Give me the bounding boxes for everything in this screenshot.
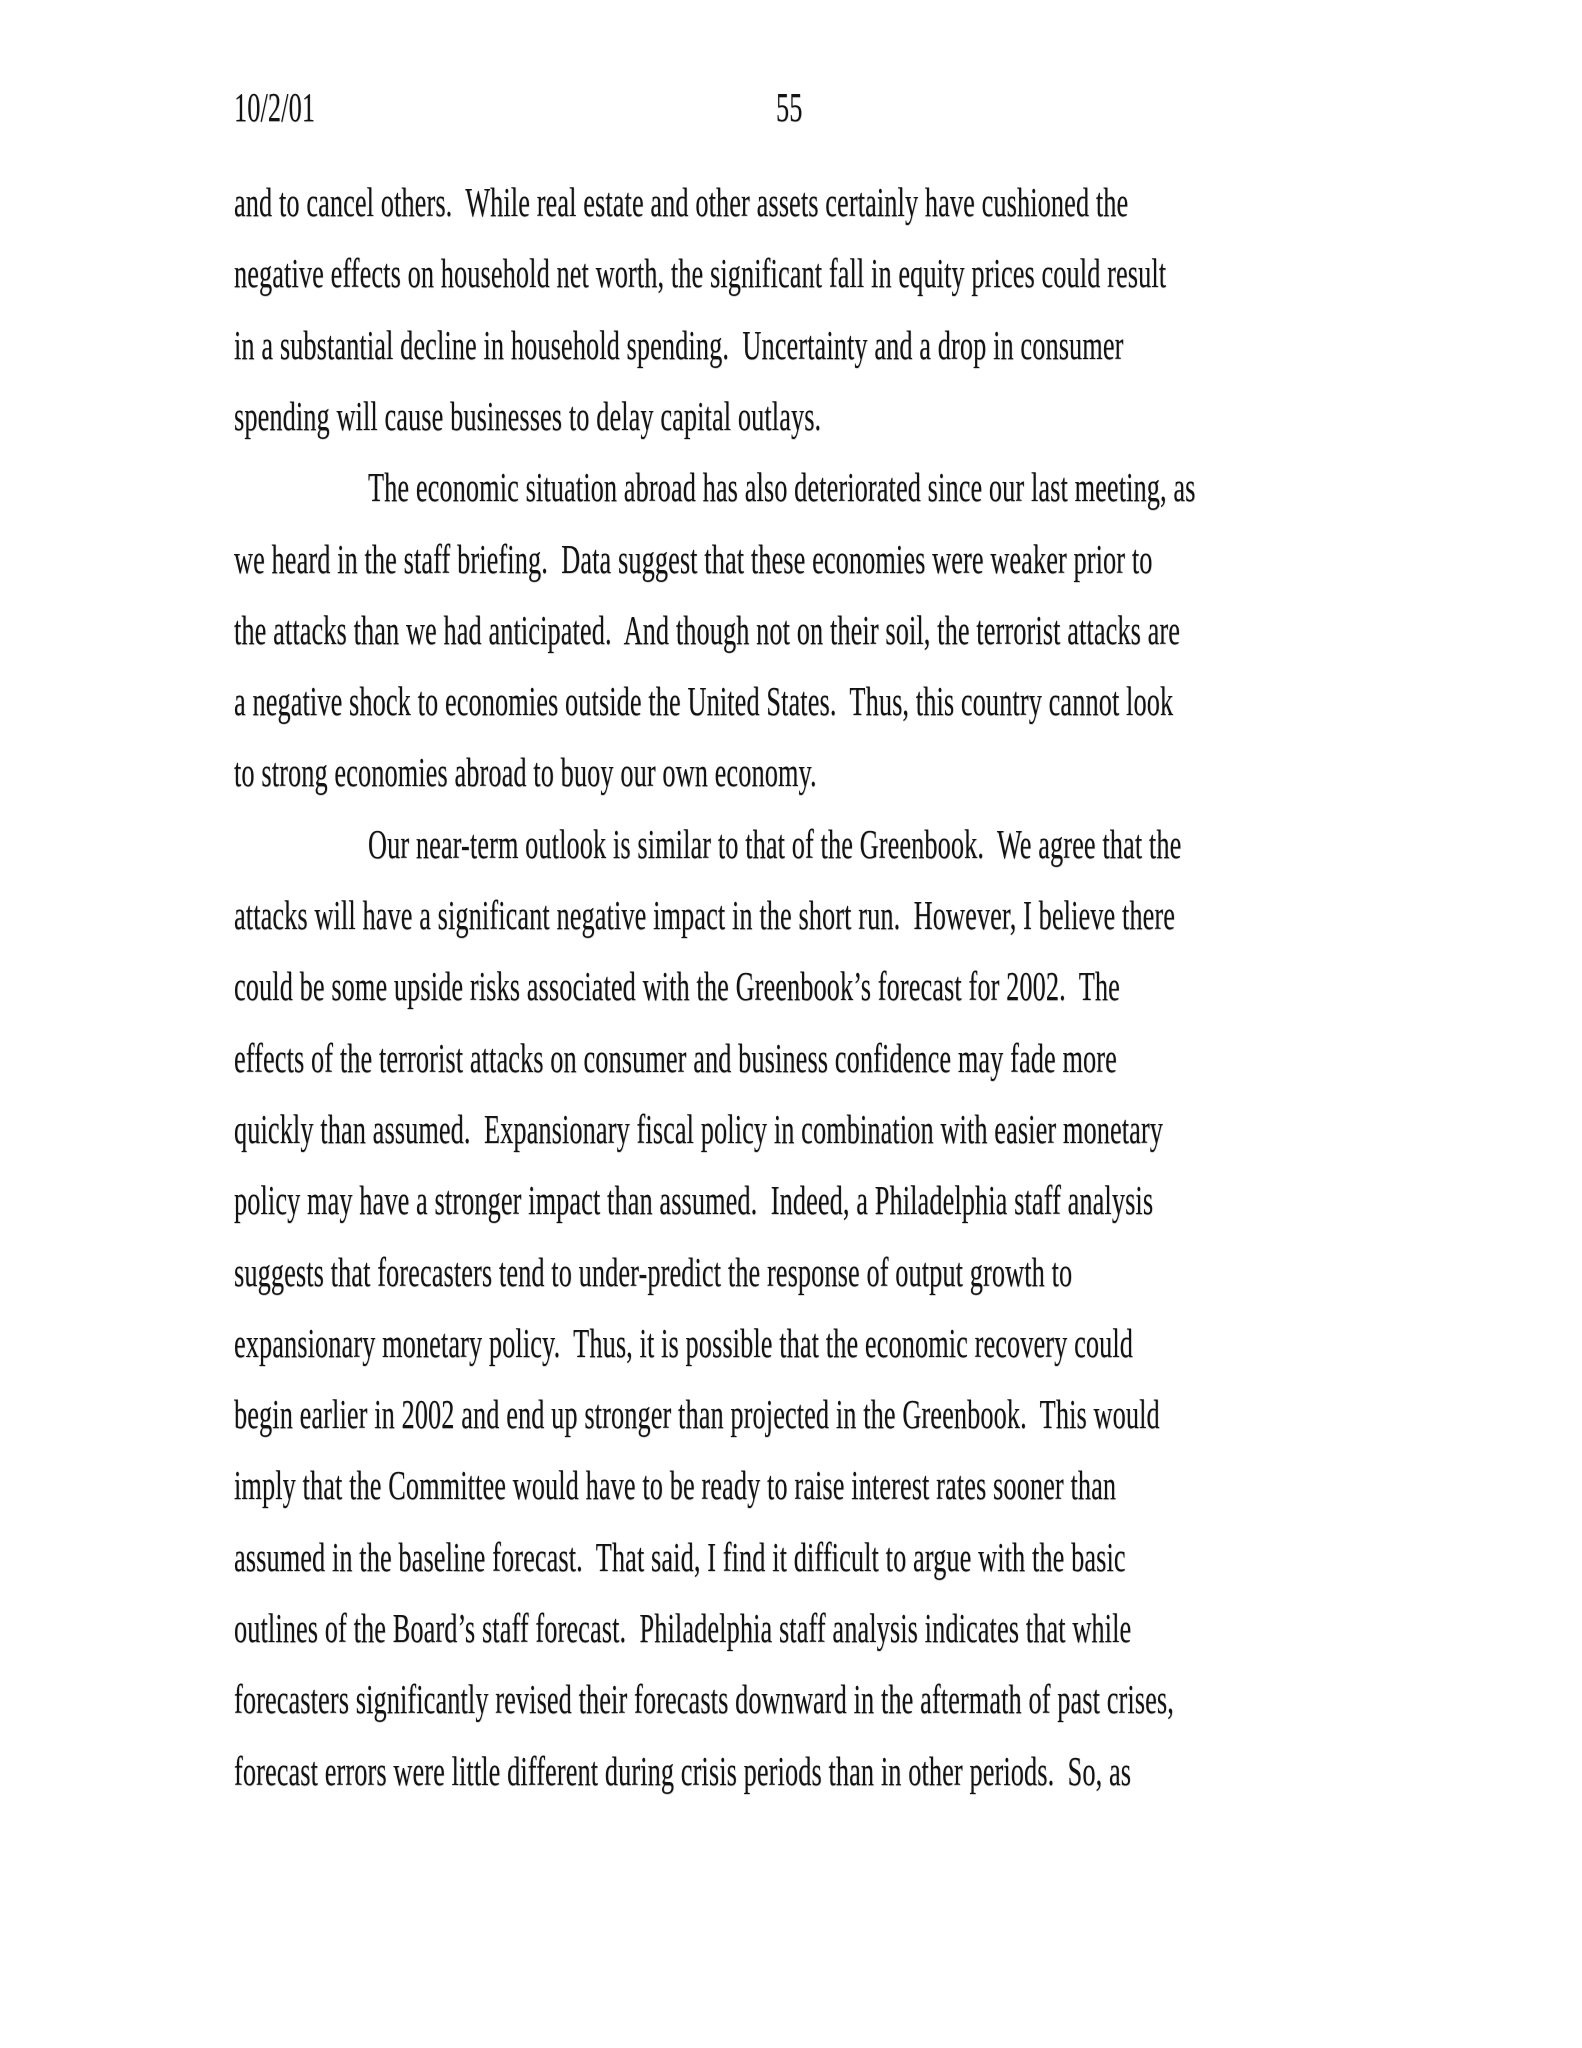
text-line: forecast errors were little different during crisis periods than in other periods. So, as bbox=[234, 1747, 1132, 1794]
page-number: 55 bbox=[776, 84, 803, 130]
text-line: expansionary monetary policy. Thus, it is possible that the economic recovery could bbox=[234, 1319, 1134, 1366]
text-line: forecasters significantly revised their forecasts downward in the aftermath of past crises, bbox=[234, 1676, 1174, 1723]
text-line: could be some upside risks associated with the Greenbook’s forecast for 2002. The bbox=[234, 963, 1120, 1010]
text-line: the attacks than we had anticipated. And though not on their soil, the terrorist attacks are bbox=[234, 606, 1181, 653]
text-line: assumed in the baseline forecast. That said, I find it difficult to argue with the basic bbox=[234, 1533, 1126, 1580]
text-line: we heard in the staff briefing. Data suggest that these economies were weaker prior to bbox=[234, 535, 1153, 582]
header-date: 10/2/01 bbox=[234, 84, 316, 130]
text-line: negative effects on household net worth, the significant fall in equity prices could result bbox=[234, 250, 1167, 297]
text-line: The economic situation abroad has also deteriorated since our last meeting, as bbox=[368, 464, 1196, 511]
text-line: policy may have a stronger impact than assumed. Indeed, a Philadelphia staff analysis bbox=[234, 1177, 1154, 1224]
text-line: quickly than assumed. Expansionary fiscal policy in combination with easier monetary bbox=[234, 1105, 1164, 1152]
text-line: suggests that forecasters tend to under-predict the response of output growth to bbox=[234, 1248, 1073, 1295]
text-line: imply that the Committee would have to be ready to raise interest rates sooner than bbox=[234, 1462, 1117, 1509]
text-line: outlines of the Board’s staff forecast. Philadelphia staff analysis indicates that while bbox=[234, 1605, 1132, 1651]
text-line: a negative shock to economies outside the United States. Thus, this country cannot look bbox=[234, 678, 1174, 725]
text-line: in a substantial decline in household spending. Uncertainty and a drop in consumer bbox=[234, 321, 1124, 368]
text-line: Our near-term outlook is similar to that of the Greenbook. We agree that the bbox=[368, 820, 1182, 867]
text-line: begin earlier in 2002 and end up stronger than projected in the Greenbook. This would bbox=[234, 1391, 1160, 1438]
text-line: attacks will have a significant negative impact in the short run. However, I believe there bbox=[234, 892, 1176, 938]
text-line: and to cancel others. While real estate and other assets certainly have cushioned the bbox=[234, 179, 1129, 225]
text-line: effects of the terrorist attacks on consumer and business confidence may fade more bbox=[234, 1034, 1117, 1081]
text-line: to strong economies abroad to buoy our own economy. bbox=[234, 749, 817, 796]
text-line: spending will cause businesses to delay capital outlays. bbox=[234, 392, 822, 439]
